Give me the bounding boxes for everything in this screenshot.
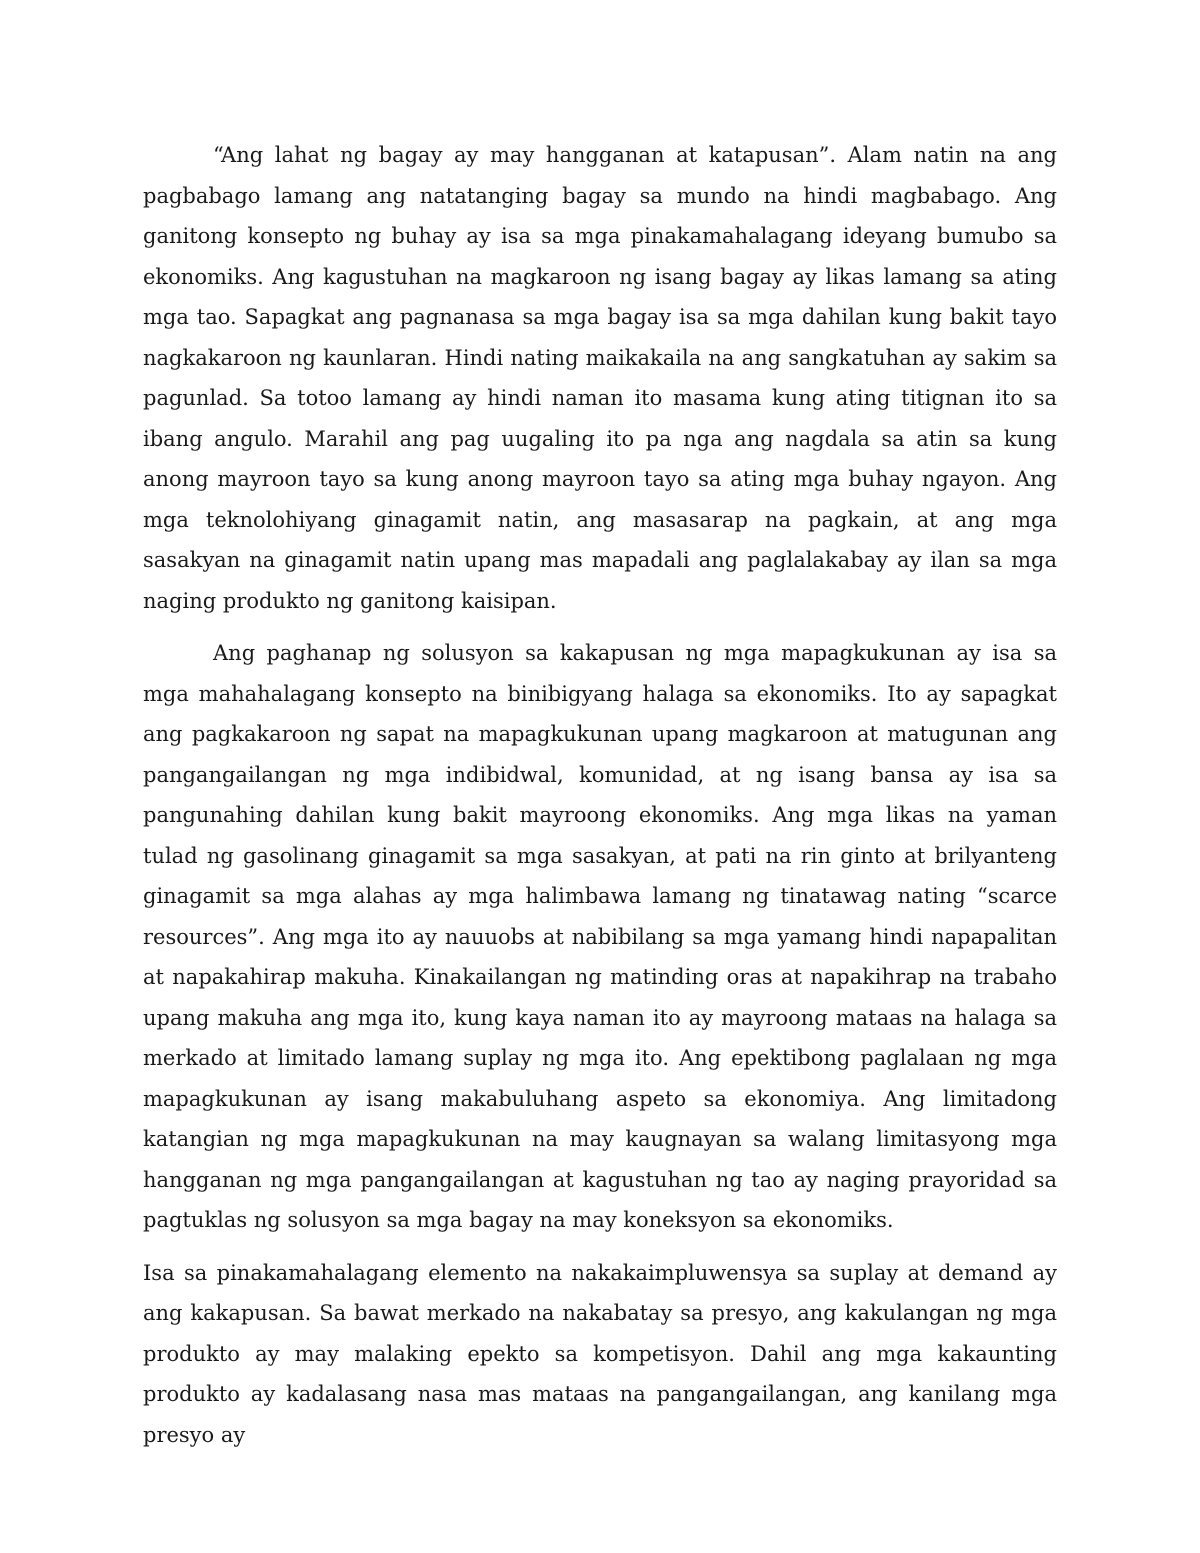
- paragraph-3: Isa sa pinakamahalagang elemento na nakakaimpluwensya sa suplay at demand ay ang kakapusan. Sa bawat merkado na nakabatay sa presyo, ang kakulangan ng mga produkto ay may malaking epekto sa kompetisyon. Dahil ang mga kakaunting produkto ay kadalasang nasa mas mataas na pangangailangan, ang kanilang mga presyo ay: [143, 1260, 1057, 1447]
- document-body: [143, 135, 1057, 1455]
- paragraph-2: Ang paghanap ng solusyon sa kakapusan ng mga mapagkukunan ay isa sa mga mahahalagang konsepto na binibigyang halaga sa ekonomiks. Ito ay sapagkat ang pagkakaroon ng sapat na mapagkukunan upang magkaroon at matugunan ang pangangailangan ng mga indibidwal, komunidad, at ng isang bansa ay isa sa pangunahing dahilan kung bakit mayroong ekonomiks. Ang mga likas na yaman tulad ng gasolinang ginagamit sa mga sasakyan, at pati na rin ginto at brilyanteng ginagamit sa mga alahas ay mga halimbawa lamang ng tinatawag nating “scarce resources”. Ang mga ito ay nauuobs at nabibilang sa mga yamang hindi napapalitan at napakahirap makuha. Kinakailangan ng matinding oras at napakihrap na trabaho upang makuha ang mga ito, kung kaya naman ito ay mayroong mataas na halaga sa merkado at limitado lamang suplay ng mga ito. Ang epektibong paglalaan ng mga mapagkukunan ay isang makabuluhang aspeto sa ekonomiya. Ang limitadong katangian ng mga mapagkukunan na may kaugnayan sa walang limitasyong mga hangganan ng mga pangangailangan at kagustuhan ng tao ay naging prayoridad sa pagtuklas ng solusyon sa mga bagay na may koneksyon sa ekonomiks.: [143, 641, 1057, 1232]
- paragraph-1: “Ang lahat ng bagay ay may hangganan at katapusan”. Alam natin na ang pagbabago lamang ang natatanging bagay sa mundo na hindi magbabago. Ang ganitong konsepto ng buhay ay isa sa mga pinakamahalagang ideyang bumubo sa ekonomiks. Ang kagustuhan na magkaroon ng isang bagay ay likas lamang sa ating mga tao. Sapagkat ang pagnanasa sa mga bagay isa sa mga dahilan kung bakit tayo nagkakaroon ng kaunlaran. Hindi nating maikakaila na ang sangkatuhan ay sakim sa pagunlad. Sa totoo lamang ay hindi naman ito masama kung ating titignan ito sa ibang angulo. Marahil ang pag uugaling ito pa nga ang nagdala sa atin sa kung anong mayroon tayo sa kung anong mayroon tayo sa ating mga buhay ngayon. Ang mga teknolohiyang ginagamit natin, ang masasarap na pagkain, at ang mga sasakyan na ginagamit natin upang mas mapadali ang paglalakabay ay ilan sa mga naging produkto ng ganitong kaisipan.: [143, 143, 1057, 613]
